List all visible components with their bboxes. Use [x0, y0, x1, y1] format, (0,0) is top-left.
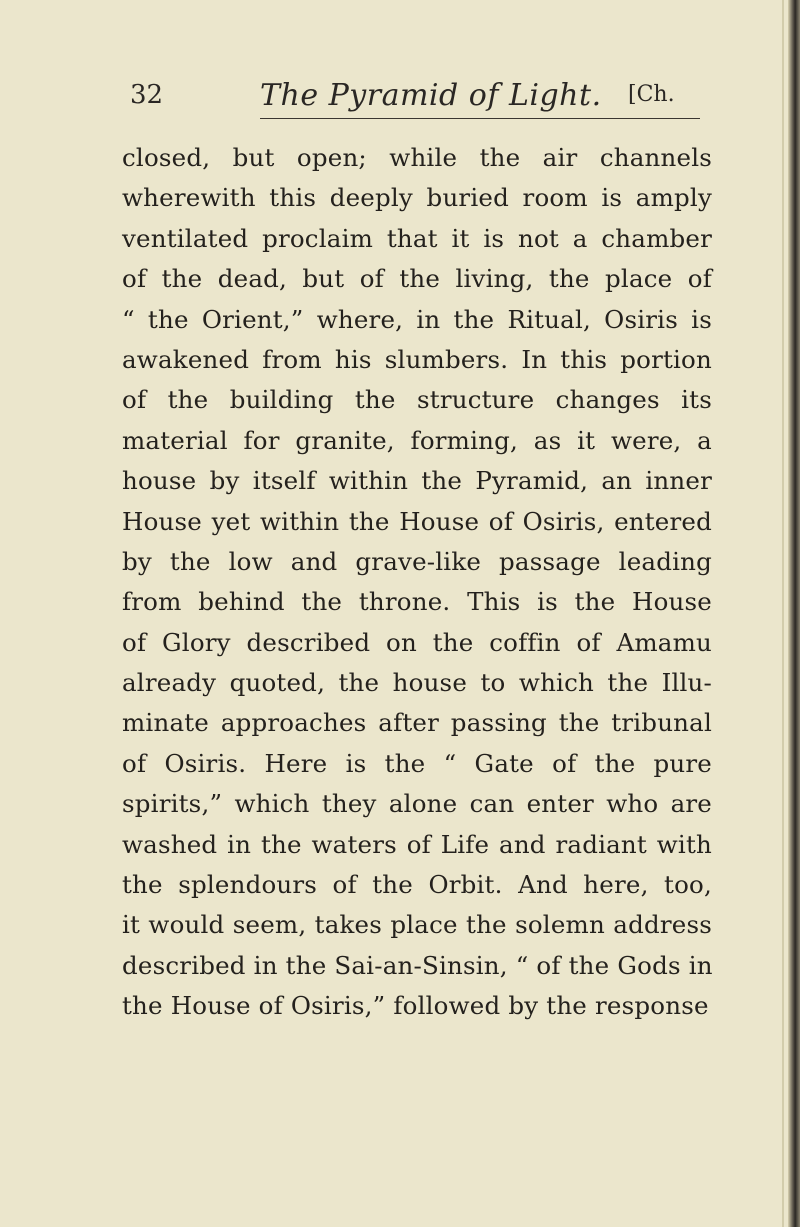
- text-line: awakened from his slumbers. In this portion: [122, 344, 712, 374]
- text-line: described in the Sai-an-Sinsin, “ of the Gods in: [122, 950, 713, 980]
- text-line: of the dead, but of the living, the place of: [122, 264, 712, 294]
- text-line: ventilated proclaim that it is not a chamber: [122, 223, 712, 253]
- text-line: minate approaches after passing the tribunal: [122, 708, 712, 738]
- text-line: “ the Orient,” where, in the Ritual, Osiris is: [122, 304, 712, 334]
- page-header: [130, 80, 710, 120]
- text-line: the splendours of the Orbit. And here, too,: [122, 870, 712, 900]
- text-line: of Osiris. Here is the “ Gate of the pure: [122, 748, 712, 778]
- text-line: wherewith this deeply buried room is amply: [122, 183, 712, 213]
- text-line: already quoted, the house to which the Illu-: [122, 668, 712, 698]
- running-title: The Pyramid of Light.: [260, 78, 602, 113]
- text-line: it would seem, takes place the solemn address: [122, 910, 712, 940]
- text-line: from behind the throne. This is the House: [122, 587, 712, 617]
- text-line: spirits,” which they alone can enter who are: [122, 789, 712, 819]
- text-line: House yet within the House of Osiris, entered: [122, 506, 712, 536]
- text-line: by the low and grave-like passage leading: [122, 546, 712, 576]
- text-line: of the building the structure changes its: [122, 385, 712, 415]
- text-line: material for granite, forming, as it were, a: [122, 425, 712, 455]
- text-line: washed in the waters of Life and radiant with: [122, 829, 712, 859]
- page-edge-shadow: [782, 0, 784, 1227]
- chapter-marker: [Ch.: [628, 82, 675, 107]
- text-line: of Glory described on the coffin of Amamu: [122, 627, 712, 657]
- book-spine-edge: [788, 0, 800, 1227]
- page-number: 32: [130, 80, 164, 110]
- text-line: house by itself within the Pyramid, an inner: [122, 466, 712, 496]
- text-line: closed, but open; while the air channels: [122, 143, 712, 172]
- text-line: the House of Osiris,” followed by the response: [122, 991, 709, 1021]
- body-text: [122, 138, 712, 1027]
- header-rule: [260, 118, 700, 119]
